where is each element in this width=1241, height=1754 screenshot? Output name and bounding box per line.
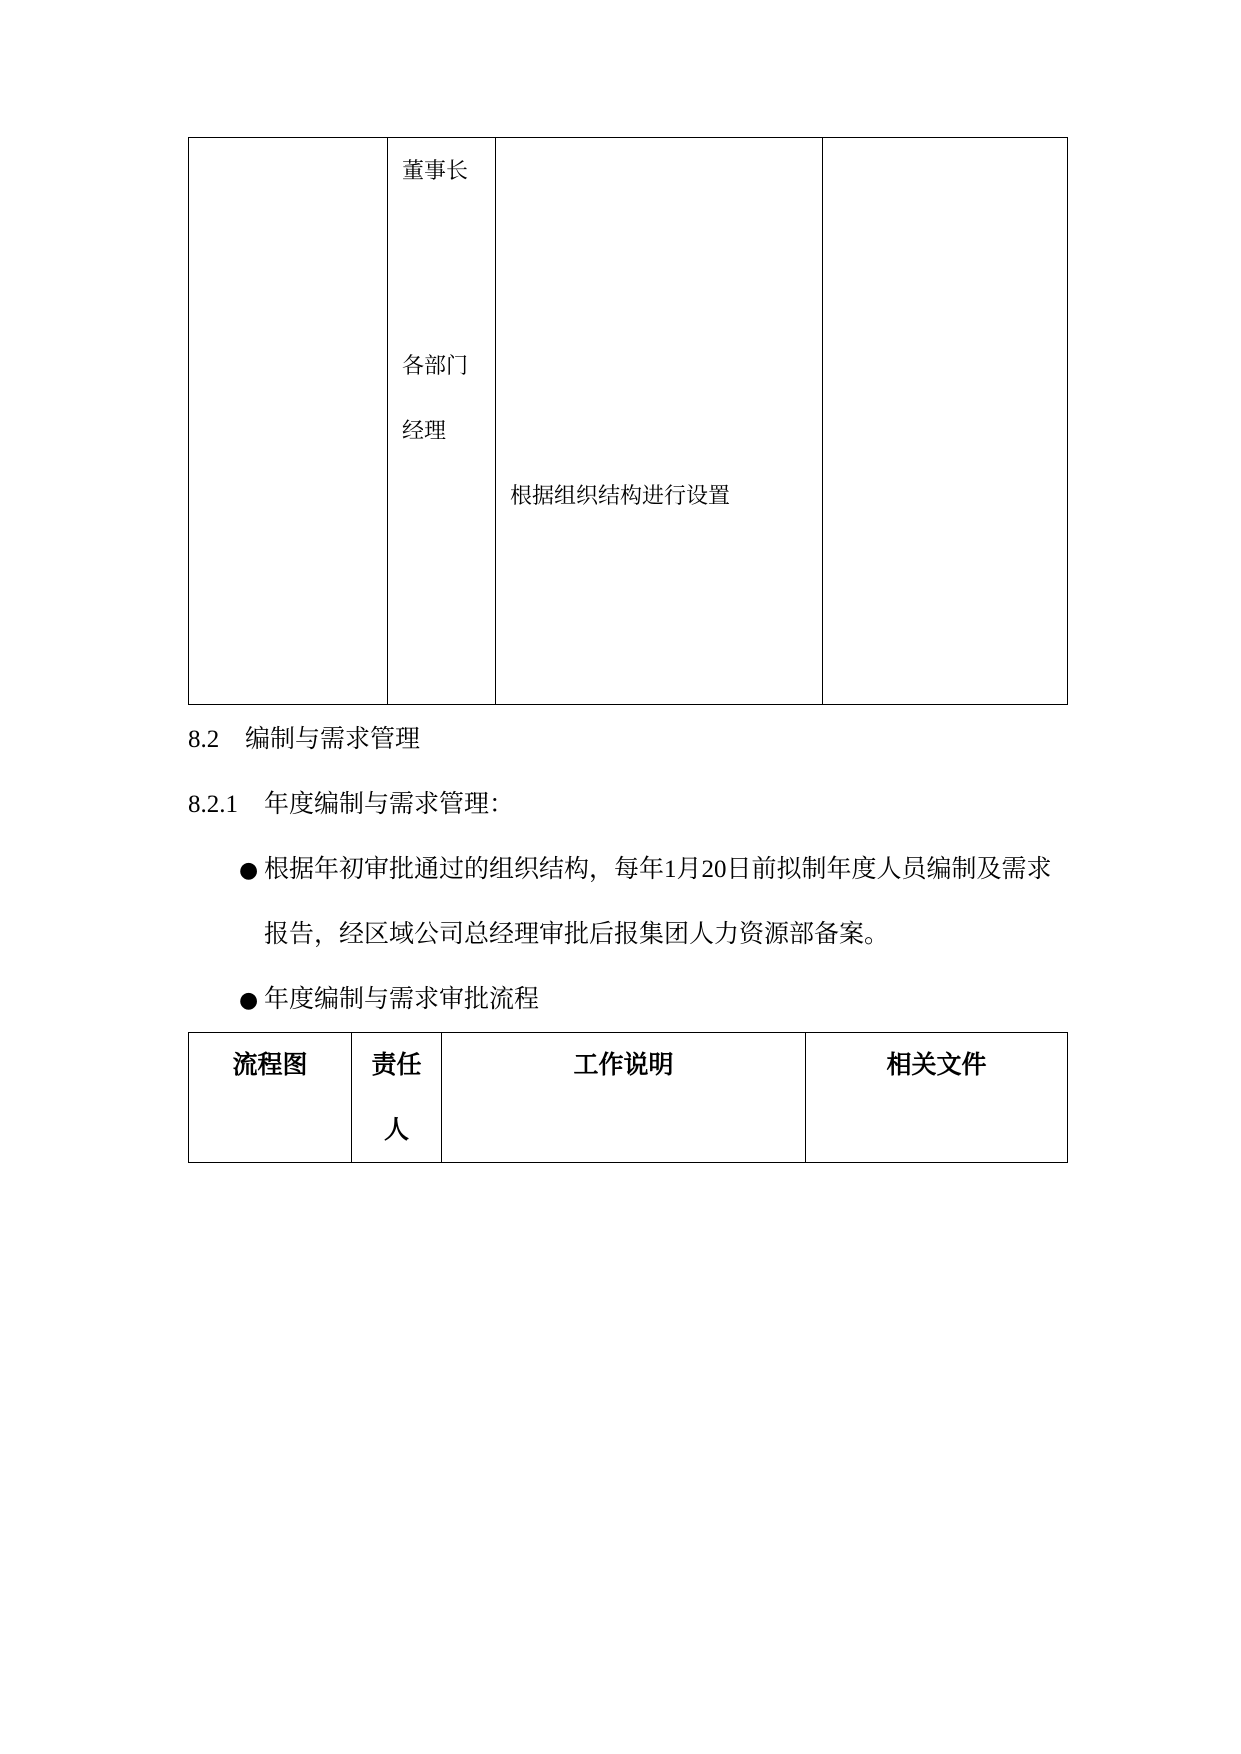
header-flowchart: 流程图 — [232, 1051, 308, 1079]
bullet-line-continued — [188, 902, 1068, 967]
section-title: 编制与需求管理 — [245, 726, 421, 753]
body-text — [188, 707, 1068, 1032]
section-number: 8.2.1 — [188, 791, 238, 818]
bullet-item — [188, 967, 1068, 1032]
table-cell-flowchart — [189, 138, 387, 704]
header-responsible: 责任人 — [351, 1033, 441, 1162]
bullet-line — [188, 967, 1068, 1032]
header-work-description: 工作说明 — [441, 1033, 805, 1162]
header-related-files: 相关文件 — [805, 1033, 1067, 1162]
bullet-text: 年度编制与需求审批流程 — [264, 986, 540, 1013]
responsible-chairman: 董事长 — [402, 158, 469, 183]
section-title: 年度编制与需求管理： — [264, 791, 515, 818]
responsible-manager: 经理 — [402, 418, 447, 443]
section-heading-8-2-1 — [188, 772, 1068, 837]
responsible-department: 各部门 — [402, 353, 469, 378]
description-text: 根据组织结构进行设置 — [510, 483, 731, 508]
section-number: 8.2 — [188, 726, 220, 753]
table-cell-description — [495, 138, 822, 704]
bullet-icon: ● — [239, 858, 259, 883]
table-cell-responsible — [387, 138, 495, 704]
bullet-line — [188, 837, 1068, 902]
bullet-text: 根据年初审批通过的组织结构，每年1月20日前拟制年度人员编制及需求 — [264, 856, 1052, 883]
bullet-item — [188, 837, 1068, 967]
bullet-icon: ● — [239, 988, 259, 1013]
org-structure-table-continued — [188, 137, 1068, 705]
table-cell-related-files — [822, 138, 1067, 704]
section-heading-8-2 — [188, 707, 1068, 772]
approval-flow-table — [188, 1032, 1068, 1163]
bullet-text: 报告，经区域公司总经理审批后报集团人力资源部备案。 — [264, 921, 890, 948]
